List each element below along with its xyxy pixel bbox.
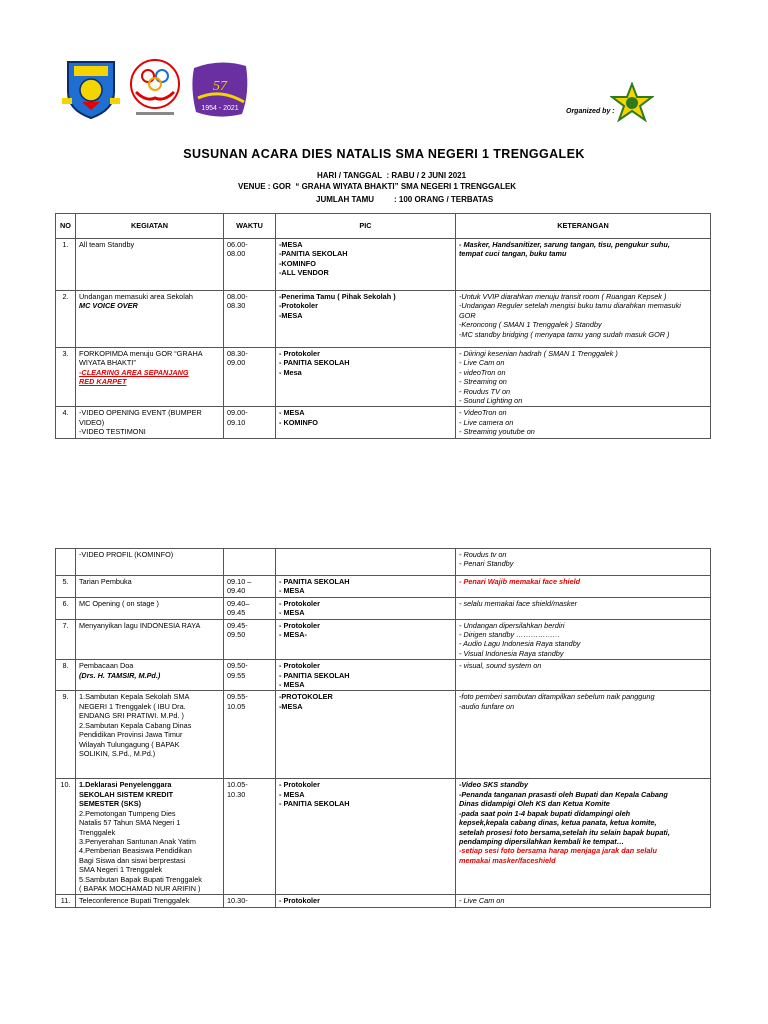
cell-kegiatan [76, 348, 224, 407]
kegiatan-line: -VIDEO PROFIL (KOMINFO) [79, 550, 174, 559]
kegiatan-line: Bagi Siswa dan siswi berprestasi [79, 855, 186, 865]
cell-kegiatan [76, 660, 224, 691]
pic-line: - MESA [279, 789, 305, 799]
ket-line: kepsek,kepala cabang dinas, ketua panata, ketua komite, [459, 818, 657, 828]
kegiatan-line: Trenggalek [79, 827, 116, 837]
ket-line: - Diiringi kesenian hadrah ( SMAN 1 Trenggalek ) [459, 349, 618, 358]
cell-no: 11. [56, 895, 76, 907]
pic-line: - KOMINFO [279, 417, 318, 427]
table-row [56, 779, 711, 895]
pic-line: - MESA- [279, 630, 307, 640]
pic-line: - Protokoler [279, 661, 320, 671]
kegiatan-line: 4.Pemberian Beasiswa Pendidikan [79, 846, 192, 856]
waktu-line: 08.00 [227, 249, 246, 259]
kegiatan-line: WIYATA BHAKTI” [79, 358, 136, 368]
guest-count-label: JUMLAH TAMU [316, 195, 375, 204]
table-row [56, 239, 711, 291]
kegiatan-line: Pendidikan Provinsi Jawa Timur [79, 730, 183, 740]
kegiatan-line: NEGERI 1 Trenggalek ( IBU Dra. [79, 701, 186, 711]
table-row [56, 576, 711, 598]
ket-line: - Dirigen standby ……………… [459, 630, 560, 640]
table-row [56, 691, 711, 779]
ket-line: -foto pemberi sambutan ditampilkan sebelum naik panggung [459, 692, 655, 702]
cell-ket [456, 348, 711, 407]
waktu-line: 09.50 [227, 630, 246, 640]
waktu-line: 08.00- [227, 292, 248, 301]
kegiatan-line: SEKOLAH SISTEM KREDIT [79, 789, 174, 799]
organized-by-label: Organized by : [566, 108, 615, 115]
waktu-line: 09.55- [227, 692, 248, 702]
table-row [56, 348, 711, 407]
kegiatan-line: MC Opening ( on stage ) [79, 598, 159, 608]
cell-kegiatan [76, 779, 224, 895]
col-header-no: NO [56, 214, 76, 239]
cell-waktu [224, 407, 276, 438]
pic-line: - PANITIA SEKOLAH [279, 799, 350, 809]
ket-line: - videoTron on [459, 367, 506, 377]
cell-waktu [224, 895, 276, 907]
pic-line: -MESA [279, 310, 303, 320]
ket-line: -Keroncong ( SMAN 1 Trenggalek ) Standby [459, 320, 602, 330]
ket-line: pendamping dipersilahkan kembali ke tempat… [459, 836, 625, 846]
cell-kegiatan [76, 895, 224, 907]
pic-line: - Protokoler [279, 780, 320, 790]
pic-line: -Protokoler [279, 301, 318, 311]
waktu-line: 10.05 [227, 701, 246, 711]
ket-line: - Streaming on [459, 377, 507, 387]
waktu-line: 09.40 [227, 586, 246, 596]
cell-ket [456, 576, 711, 598]
table-row [56, 407, 711, 438]
ket-line: - Visual Indonesia Raya standby [459, 648, 564, 658]
kegiatan-line: Menyanyikan lagu INDONESIA RAYA [79, 620, 201, 630]
waktu-line: 09.10 – [227, 577, 252, 586]
cell-pic [276, 597, 456, 619]
pic-line: - PANITIA SEKOLAH [279, 358, 350, 368]
waktu-line: 09.55 [227, 670, 246, 680]
kegiatan-line: 2.Sambutan Kepala Cabang Dinas [79, 720, 192, 730]
cell-kegiatan [76, 549, 224, 576]
cell-waktu [224, 779, 276, 895]
waktu-line: 10.30 [227, 789, 246, 799]
event-venue: VENUE : GOR “ GRAHA WIYATA BHAKTI” SMA NEGERI 1 TRENGGALEK [238, 182, 517, 191]
ket-line: - Live Cam on [459, 358, 505, 368]
ket-line: - Undangan dipersilahkan berdiri [459, 620, 565, 630]
cell-kegiatan [76, 291, 224, 348]
svg-text:57: 57 [213, 79, 227, 94]
kegiatan-line: -CLEARING AREA SEPANJANG [79, 367, 189, 377]
ket-line: - Streaming youtube on [459, 427, 535, 437]
cell-no: 6. [56, 597, 76, 619]
ket-line: -setiap sesi foto bersama harap menjaga jarak dan selalu [459, 846, 657, 856]
waktu-line: 08.30 [227, 301, 246, 311]
cell-ket [456, 407, 711, 438]
pic-line: - Protokoler [279, 598, 320, 608]
cell-waktu [224, 691, 276, 779]
cell-ket [456, 549, 711, 576]
page-title: SUSUNAN ACARA DIES NATALIS SMA NEGERI 1 TRENGGALEK [183, 147, 585, 161]
cell-kegiatan [76, 619, 224, 660]
waktu-line: 09.40– [227, 598, 250, 608]
cell-waktu [224, 576, 276, 598]
table-row [56, 619, 711, 660]
kegiatan-line: Undangan memasuki area Sekolah [79, 292, 193, 301]
kegiatan-line: SOLIKIN, S.Pd., M.Pd.) [79, 748, 156, 758]
ket-line: - Live Cam on [459, 896, 505, 906]
cell-no: 4. [56, 407, 76, 438]
kegiatan-line: SEMESTER (SKS) [79, 799, 142, 809]
kegiatan-line: Tarian Pembuka [79, 577, 132, 586]
cell-no: 10. [56, 779, 76, 895]
cell-no: 1. [56, 239, 76, 291]
cell-no [56, 549, 76, 576]
col-header-kegiatan: KEGIATAN [76, 214, 224, 239]
waktu-line: 09.45- [227, 620, 248, 630]
ket-line: - Roudus tv on [459, 550, 507, 559]
kegiatan-line: ENDANG SRI PRATIWI. M.Pd. ) [79, 711, 184, 721]
ket-line: - Roudus TV on [459, 386, 511, 396]
cell-kegiatan [76, 691, 224, 779]
waktu-line: 08.30- [227, 349, 248, 358]
pic-line: -Penerima Tamu ( Pihak Sekolah ) [279, 292, 396, 301]
cell-ket [456, 660, 711, 691]
ket-line: - Audio Lagu Indonesia Raya standby [459, 639, 581, 649]
table-row [56, 597, 711, 619]
col-header-pic: PIC [276, 214, 456, 239]
cell-kegiatan [76, 407, 224, 438]
ket-line: -Undangan Reguler setelah mengisi buku tamu diarahkan memasuki [459, 301, 681, 311]
kegiatan-line: 1.Sambutan Kepala Sekolah SMA [79, 692, 190, 702]
ket-line: - Penari Standby [459, 559, 514, 569]
kegiatan-line: MC VOICE OVER [79, 301, 138, 311]
cell-no: 5. [56, 576, 76, 598]
cell-waktu [224, 597, 276, 619]
ket-line: memakai masker/faceshield [459, 855, 556, 865]
kegiatan-line: -VIDEO OPENING EVENT (BUMPER [79, 408, 202, 418]
cell-no: 8. [56, 660, 76, 691]
kegiatan-line: 3.Penyerahan Santunan Anak Yatim [79, 836, 196, 846]
table-row [56, 291, 711, 348]
logo-years-text: 1954 - 2021 [201, 105, 239, 112]
cell-no: 2. [56, 291, 76, 348]
pic-line: -MESA [279, 240, 303, 249]
cell-ket [456, 597, 711, 619]
cell-no: 9. [56, 691, 76, 779]
pic-line: -ALL VENDOR [279, 268, 329, 278]
pic-line: - MESA [279, 408, 305, 418]
kegiatan-line: 2.Pemotongan Tumpeng Dies [79, 808, 176, 818]
kegiatan-line: ( BAPAK MOCHAMAD NUR ARIFIN ) [79, 883, 201, 893]
waktu-line: 09.00 [227, 358, 246, 368]
ket-line: setelah prosesi foto bersama,setelah itu selain bapak bupati, [459, 827, 670, 837]
table-row [56, 895, 711, 907]
kegiatan-line: (Drs. H. TAMSIR, M.Pd.) [79, 670, 161, 680]
kegiatan-line: 5.Sambutan Bapak Bupati Trenggalek [79, 874, 202, 884]
cell-waktu [224, 660, 276, 691]
kegiatan-line: FORKOPIMDA menuju GOR “GRAHA [79, 349, 203, 358]
ket-line: - selalu memakai face shield/masker [459, 598, 578, 608]
cell-kegiatan [76, 597, 224, 619]
cell-waktu [224, 239, 276, 291]
cell-pic [276, 691, 456, 779]
guest-count-value: : 100 ORANG / TERBATAS [394, 195, 494, 204]
event-date: HARI / TANGGAL : RABU / 2 JUNI 2021 [317, 171, 467, 180]
cell-pic [276, 549, 456, 576]
waktu-line: 09.10 [227, 417, 246, 427]
ket-line: - Masker, Handsanitizer, sarung tangan, tisu, pengukur suhu, [459, 240, 670, 249]
ket-line: -MC standby bridging ( menyapa tamu yang sudah masuk GOR ) [459, 329, 670, 339]
ket-line: Dinas didampigi Oleh KS dan Ketua Komite [459, 799, 610, 809]
dies-natalis-logo [190, 58, 248, 120]
logos [62, 58, 248, 122]
ket-line: -Video SKS standby [459, 780, 529, 790]
table-row [56, 549, 711, 576]
ket-line: -Untuk VVIP diarahkan menuju transit room ( Ruangan Kepsek ) [459, 292, 667, 301]
ket-line: - Live camera on [459, 417, 514, 427]
kegiatan-line: 1.Deklarasi Penyelenggara [79, 780, 172, 790]
cell-ket [456, 239, 711, 291]
table-header-row [56, 214, 711, 239]
ket-line: - Penari Wajib memakai face shield [459, 577, 581, 586]
anniversary-hands-logo [126, 58, 184, 120]
pic-line: - PANITIA SEKOLAH [279, 577, 350, 586]
pic-line: - MESA [279, 608, 305, 618]
kegiatan-line: Wilayah Tulungagung ( BAPAK [79, 739, 180, 749]
pic-line: - MESA [279, 680, 305, 690]
col-header-keterangan: KETERANGAN [456, 214, 711, 239]
kegiatan-line: RED KARPET [79, 377, 127, 387]
cell-kegiatan [76, 576, 224, 598]
pic-line: - Protokoler [279, 896, 320, 906]
waktu-line: 09.00- [227, 408, 248, 418]
pic-line: - MESA [279, 586, 305, 596]
cell-no: 3. [56, 348, 76, 407]
waktu-line: 10.30- [227, 896, 248, 906]
pic-line: - Protokoler [279, 620, 320, 630]
cell-pic [276, 895, 456, 907]
waktu-line: 10.05- [227, 780, 248, 790]
cell-waktu [224, 348, 276, 407]
kegiatan-line: All team Standby [79, 240, 135, 249]
organizer-star-logo [610, 82, 654, 122]
cell-pic [276, 407, 456, 438]
cell-ket [456, 779, 711, 895]
schedule-table-part2 [55, 548, 711, 908]
cell-ket [456, 291, 711, 348]
schedule-table-part1 [55, 213, 711, 439]
kegiatan-line: SMA Negeri 1 Trenggalek [79, 865, 163, 875]
cell-pic [276, 779, 456, 895]
pic-line: -PROTOKOLER [279, 692, 333, 702]
ket-line: -Penanda tanganan prasasti oleh Bupati dan Kepala Cabang [459, 789, 668, 799]
pic-line: -MESA [279, 701, 303, 711]
waktu-line: 09.45 [227, 608, 246, 618]
kegiatan-line: -VIDEO TESTIMONI [79, 427, 146, 437]
cell-pic [276, 239, 456, 291]
cell-pic [276, 619, 456, 660]
ket-line: -audio funfare on [459, 701, 515, 711]
ket-line: -pada saat poin 1-4 bapak bupati didampingi oleh [459, 808, 631, 818]
ket-line: GOR [459, 310, 476, 320]
cell-pic [276, 576, 456, 598]
pic-line: -PANITIA SEKOLAH [279, 249, 348, 259]
pic-line: - Mesa [279, 367, 302, 377]
cell-pic [276, 660, 456, 691]
cell-ket [456, 619, 711, 660]
ket-line: - visual, sound system on [459, 661, 542, 671]
cell-waktu [224, 619, 276, 660]
school-crest-logo [62, 58, 120, 120]
pic-line: - PANITIA SEKOLAH [279, 670, 350, 680]
table-row [56, 660, 711, 691]
cell-waktu [224, 549, 276, 576]
cell-kegiatan [76, 239, 224, 291]
kegiatan-line: VIDEO) [79, 417, 105, 427]
col-header-waktu: WAKTU [224, 214, 276, 239]
cell-pic [276, 291, 456, 348]
ket-line: tempat cuci tangan, buku tamu [459, 249, 567, 259]
pic-line: -KOMINFO [279, 258, 316, 268]
cell-ket [456, 895, 711, 907]
waktu-line: 09.50- [227, 661, 248, 671]
kegiatan-line: Pembacaan Doa [79, 661, 134, 671]
cell-ket [456, 691, 711, 779]
pic-line: - Protokoler [279, 349, 320, 358]
ket-line: - VideoTron on [459, 408, 507, 418]
kegiatan-line: Natalis 57 Tahun SMA Negeri 1 [79, 818, 181, 828]
cell-pic [276, 348, 456, 407]
ket-line: - Sound Lighting on [459, 396, 523, 406]
cell-waktu [224, 291, 276, 348]
cell-no: 7. [56, 619, 76, 660]
kegiatan-line: Teleconference Bupati Trenggalek [79, 896, 190, 906]
waktu-line: 06.00- [227, 240, 248, 249]
